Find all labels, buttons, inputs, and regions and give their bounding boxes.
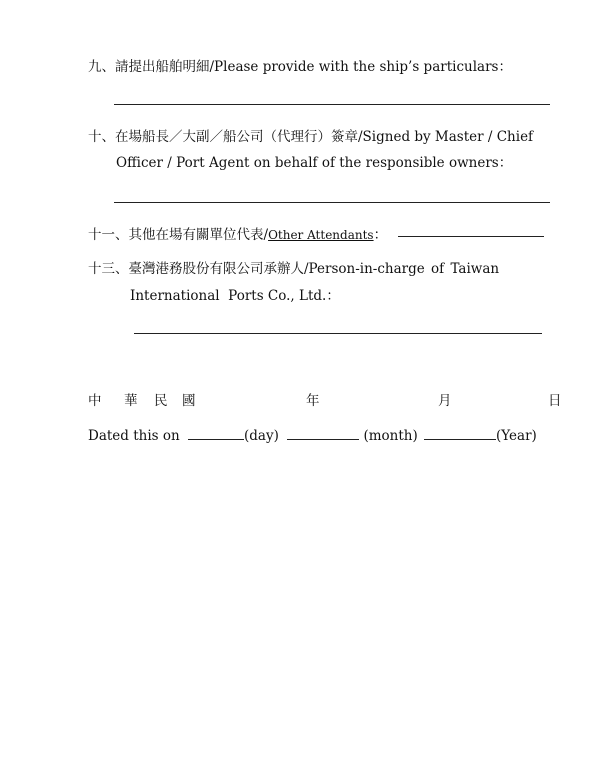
year-label: (Year) [496, 428, 537, 444]
item-9-blank-line [114, 104, 550, 105]
item-10-label-line2: Officer / Port Agent on behalf of the responsible owners： [116, 155, 513, 171]
item-13-blank-line [134, 333, 542, 334]
item-11-prefix: 十一、其他在場有關單位代表/ [88, 227, 269, 243]
day-label: (day) [244, 428, 279, 444]
item-13-label-line2: International Ports Co., Ltd.： [130, 288, 340, 304]
date-char-guo: 國 [182, 393, 196, 409]
month-blank [287, 426, 359, 440]
date-english-row [88, 426, 537, 444]
date-char-zhong: 中 [88, 393, 102, 409]
item-10-label-line1: 十、在場船長／大副／船公司（代理行）簽章/Signed by Master / Chief [88, 129, 534, 145]
item-10-blank-line [114, 202, 550, 203]
date-prefix: Dated this on [88, 428, 180, 444]
item-11-blank-line [398, 236, 544, 237]
year-blank [424, 426, 496, 440]
item-11-label [88, 223, 387, 243]
date-char-day: 日 [548, 393, 562, 409]
date-char-hua: 華 [124, 393, 138, 409]
item-11-underlined: Other Attendants [268, 228, 374, 242]
date-char-month: 月 [438, 393, 452, 409]
month-label: (month) [363, 428, 418, 444]
date-char-min: 民 [154, 393, 168, 409]
item-11-suffix: ： [373, 227, 388, 243]
day-blank [188, 426, 244, 440]
date-char-year: 年 [306, 393, 320, 409]
item-9-label: 九、請提出船舶明細/Please provide with the ship’s particulars： [88, 59, 512, 75]
item-13-label-line1: 十三、臺灣港務股份有限公司承辦人/Person-in-charge of Taiwan [88, 261, 500, 277]
